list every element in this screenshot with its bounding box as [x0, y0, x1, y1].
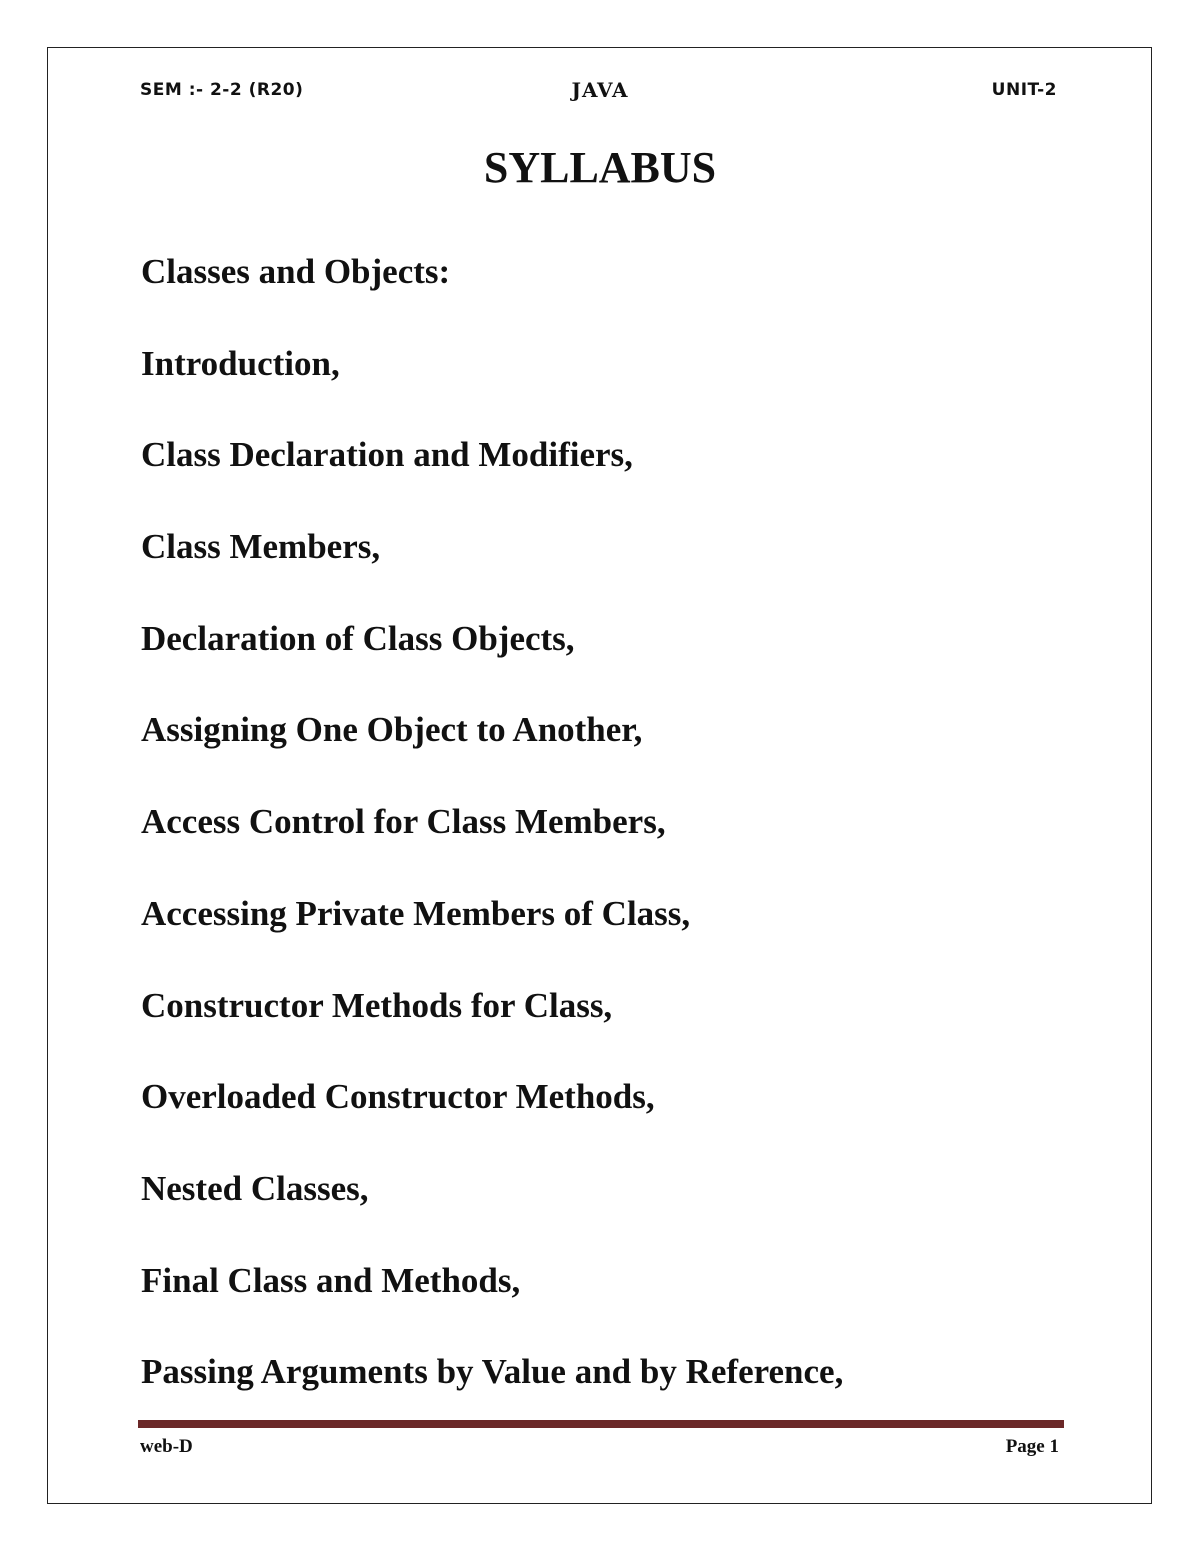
topic-item: Introduction,	[141, 343, 340, 383]
page-title: SYLLABUS	[483, 143, 717, 192]
syllabus-topic-list	[141, 250, 843, 1442]
topic-item: Final Class and Methods,	[141, 1260, 521, 1300]
footer-divider	[138, 1420, 1064, 1428]
topic-item: Class Declaration and Modifiers,	[141, 435, 633, 475]
topic-item: Class Members,	[141, 527, 381, 567]
header-subject: JAVA	[571, 78, 629, 102]
topic-item: Overloaded Constructor Methods,	[141, 1077, 655, 1117]
topic-item: Classes and Objects:	[141, 252, 451, 291]
page-number: Page 1	[1005, 1436, 1059, 1457]
topic-item: Passing Arguments by Value and by Reference,	[141, 1352, 844, 1392]
topic-item: Declaration of Class Objects,	[141, 618, 575, 658]
topic-item: Assigning One Object to Another,	[141, 710, 643, 750]
header-semester: SEM :- 2-2 (R20)	[140, 80, 304, 100]
topic-item: Accessing Private Members of Class,	[141, 893, 691, 933]
topic-item: Nested Classes,	[141, 1168, 369, 1208]
footer-author: web-D	[140, 1436, 193, 1457]
topic-item: Constructor Methods for Class,	[141, 985, 613, 1025]
header-unit: UNIT-2	[991, 80, 1057, 100]
topic-item: Access Control for Class Members,	[141, 802, 666, 842]
